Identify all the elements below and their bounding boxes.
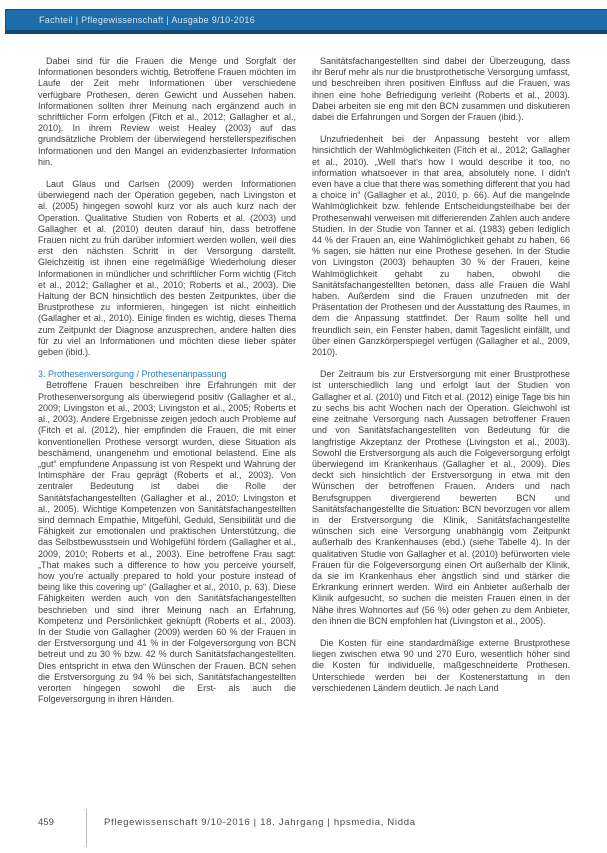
paragraph: Betroffene Frauen beschreiben ihre Erfahrungen mit der Prothesenversorgung als überwiegend positiv (Gallagher et al., 2009; Livingston et al., 2003; Livingston et al., 2005; Roberts et al., 2003). Andere Ergebnisse zeigen jedoch auch Probleme auf (Fitch et al. (2012), hier empfinden die Frauen, die mit einer konventionellen Prothese versorgt wurden, diese Situation als beschämend, unangenehm und emotional belastend. Eine als „gut“ empfundene Anpassung ist von Respekt und Wahrung der Intimsphäre der Frau geprägt (Roberts et al., 2003). Von zentraler Bedeutung ist dabei die Rolle der Sanitätsfachangestellten (Gallagher et al., 2010; Livingston et al., 2005). Wichtige Kompetenzen von Sanitätsfachangestellten sind demnach Empathie, Mitgefühl, Geduld, Sensibilität und die Fähigkeit zur emotionalen und praktischen Unterstützung, die das Selbstbewusstsein und Wohlgefühl fördern (Gallagher et al., 2009, 2010; Roberts et al., 2003). Eine betroffene Frau sagt: „That makes such a difference to how you perceive yourself, how you're actually prepared to hold your posture instead of being like this covering up“ (Gallagher et al., 2010, p. 63). Diese Fähigkeiten werden auch von den Sanitätsfachangestellten beschrieben und sind ihrer Meinung nach an Erfahrung, Kompetenz und Persönlichkeit geknüpft (Roberts et al., 2003). In der Studie von Gallagher (2009) werden 60 % der Frauen in der Erstversorgung und 41 % in der Folgeversorgung von BCN betreut und zu 30 % bzw. 42 % durch Sanitätsfachangestellten. Dies entspricht in etwa den Wünschen der Frauen. BCN sehen die Erstversorgung zu 94 % bei sich, Sanitätsfachangestellten verorten hingegen sowohl die Erst- als auch die Folgeversorgung in ihren Händen. — [38, 380, 296, 705]
article-body — [38, 56, 571, 705]
paragraph: Der Zeitraum bis zur Erstversorgung mit einer Brustprothese ist unterschiedlich lang und erfolgt laut der Studien von Gallagher et al. (2010) und Fitch et al. (2012) einige Tage bis hin zu sechs bis acht Wochen nach der Operation. Gleichwohl ist eine zeitnahe Versorgung nach Aussagen betroffener Frauen und von Sanitätsfachangestellten von Bedeutung für die langfristige Akzeptanz der Prothese (Livingston et al., 2003). Sowohl die Erstversorgung als auch die Folgeversorgung erfolgt überwiegend im Krankenhaus (Gallagher et al., 2009). Dies deckt sich hinsichtlich der Erstversorgung in etwa mit den Wünschen der betroffenen Frauen. Anders und nach Berufsgruppen divergierend bewerten BCN und Sanitätsfachangestellte die Situation: BCN bevorzugen vor allem in der Erstversorgung die Klinik, Sanitätsfachangestellte wünschen sich eine Versorgung unabhängig vom Zeitpunkt außerhalb des Krankenhauses (ebd.) (siehe Tabelle 4). In der qualitativen Studie von Gallagher et al. (2010) befürworten viele Frauen für die Folgeversorgung einen Ort außerhalb der Klinik, da sie im Krankenhaus eher ängstlich sind und stärker die Erkrankung erinnert werden. Wird ein Anbieter außerhalb der Klinik aufgesucht, so suchen die meisten Frauen einen in der Nähe ihres Wohnortes auf (56 %) oder gehen zu dem Anbieter, den ihnen die BCN empfohlen hat (Livingston et al., 2005). — [312, 369, 570, 626]
right-column — [312, 56, 570, 705]
left-column — [38, 56, 296, 705]
footer-divider — [86, 809, 87, 847]
paragraph: Die Kosten für eine standardmäßige externe Brustprothese liegen zwischen etwa 90 und 270 Euro, wesentlich höher sind die Kosten für individuelle, maßgeschneiderte Prothesen. Unterschiede werden bei der Kostenerstattung in den verschiedenen Ländern deutlich. Je nach Land — [312, 637, 570, 693]
footer-journal-info: Pflegewissenschaft 9/10-2016 | 18. Jahrgang | hpsmedia, Nidda — [104, 817, 416, 828]
paragraph: Laut Glaus und Carlsen (2009) werden Informationen überwiegend nach der Operation gegeben, nach Livingston et al. (2005) hingegen sowohl kurz vor als auch kurz nach der Operation. Qualitative Studien von Roberts et al. (2003) und Gallagher et al. (2010) deuten darauf hin, dass betroffene Frauen nicht zu früh darüber informiert werden wollen, weil dies erst den nächsten Schritt in der Versorgung darstellt. Gleichzeitig ist ihnen eine regelmäßige Wiederholung dieser Informationen in mündlicher und schriftlicher Form wichtig (Fitch et al., 2012; Gallagher et al., 2010; Roberts et al., 2003). Die Haltung der BCN hinsichtlich des besten Zeitpunktes, über die Brustprothese zu informieren, hingegen ist nicht einheitlich (Gallagher et al., 2010). Einige finden es wichtig, dieses Thema zum Zeitpunkt der Diagnose anzusprechen, andere halten dies für zu viel an Informationen und möchten diese lieber später geben (ibid.). — [38, 179, 296, 358]
page-number: 459 — [38, 817, 54, 828]
paragraph: Sanitätsfachangestellten sind dabei der Überzeugung, dass ihr Beruf mehr als nur die brustprothetische Versorgung umfasst, und beschreiben ihren positiven Einfluss auf die Frauen, was ihnen eine hohe Befriedigung verleiht (Roberts et al., 2003). Dabei arbeiten sie eng mit den BCN zusammen und diskutieren dabei die Erfahrungen und Sorgen der Frauen (ibid.). — [312, 56, 570, 123]
header-bar-text: Fachteil | Pflegewissenschaft | Ausgabe 9/10-2016 — [39, 15, 255, 25]
section-heading: 3. Prothesenversorgung / Prothesenanpassung — [38, 369, 227, 380]
header-bar — [5, 9, 607, 34]
paragraph: Dabei sind für die Frauen die Menge und Sorgfalt der Informationen besonders wichtig. Betroffene Frauen möchten im Laufe der Zeit mehr Informationen über verschiedene verfügbare Prothesen, deren Gewicht und Aussehen haben. Informationen sollten ihrer Meinung nach ergänzend auch in schriftlicher Form erfolgen (Fitch et al., 2012; Gallagher et al., 2010). In ihrem Review weist Healey (2003) auf das grundsätzliche Problem der überwiegend herstellerspezifischen Informationen und den Mangel an evidenzbasierter Information hin. — [38, 56, 296, 167]
paragraph: Unzufriedenheit bei der Anpassung besteht vor allem hinsichtlich der Wahlmöglichkeiten (Fitch et al., 2012; Gallagher et al., 2010). „Well that's how I would describe it too, no information whatsoever in that area, absolutely none. I didn't even have a clue that there was something different that you had a choice in“ (Gallagher et al., 2010, p. 66). Auf die mangelnde Wahlmöglichkeit bzw. fehlende Entscheidungsteilhabe bei der Prothesenwahl verweisen mit differierenden Zahlen auch andere Studien. In der Studie von Tanner et al. (1983) geben lediglich 44 % der Frauen an, eine Wahlmöglichkeit gehabt zu haben, 66 % sagen, sie hätten nur eine Prothese gesehen. In der Studie von Livingston (2003) behaupten 30 % der Frauen, keine Wahlmöglichkeit gehabt zu haben, obwohl die Sanitätsfachangestellten betonen, dass alle Frauen die Wahl haben. Außerdem sind die Frauen unzufrieden mit der Präsentation der Prothesen und der Ausstattung des Raumes, in dem die Anpassung stattfindet. Der Raum sollte hell und freundlich sein, ein Fenster haben, damit Tageslicht einfällt, und über einen Ganzkörperspiegel verfügen (Gallagher et al., 2009, 2010). — [312, 134, 571, 358]
